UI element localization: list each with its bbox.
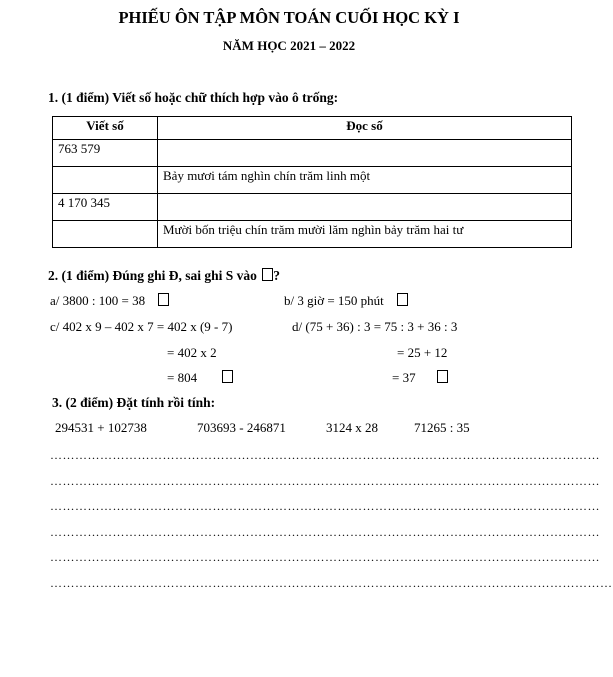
number-cell [53,167,158,194]
number-cell: 4 170 345 [53,194,158,221]
statement-b-text: b/ 3 giờ = 150 phút [284,293,384,308]
number-cell: 763 579 [53,140,158,167]
column-header-read: Đọc số [158,117,572,140]
question-1-heading: 1. (1 điểm) Viết số hoặc chữ thích hợp vào ô trống: [48,90,339,105]
problem-2: 703693 - 246871 [197,420,286,435]
table-row [53,194,572,221]
column-header-write: Viết số [53,117,158,140]
statement-d-line-1: d/ (75 + 36) : 3 = 75 : 3 + 36 : 3 [292,319,458,334]
answer-line[interactable]: ……………………………………………………………………………………………………………………… [50,576,613,590]
statement-a-text: a/ 3800 : 100 = 38 [50,293,146,308]
statement-d-line-3 [392,370,448,386]
question-2-heading-text: 2. (1 điểm) Đúng ghi Đ, sai ghi S vào [48,268,257,283]
words-cell [158,194,572,221]
number-table [52,116,572,248]
answer-line[interactable]: …………………………………………………………………………………………………………………… [50,448,600,462]
statement-c-line-3 [167,370,233,386]
question-2-heading [48,268,280,284]
number-cell [53,221,158,248]
statement-d-line-2: = 25 + 12 [397,345,448,360]
question-3-heading: 3. (2 điểm) Đặt tính rồi tính: [52,395,216,410]
page-subtitle: NĂM HỌC 2021 – 2022 [222,38,356,53]
answer-box-c[interactable] [222,370,233,383]
statement-c-line-2: = 402 x 2 [167,345,217,360]
page-title: PHIẾU ÔN TẬP MÔN TOÁN CUỐI HỌC KỲ I [118,8,460,27]
table-header-row [53,117,572,140]
answer-line[interactable]: …………………………………………………………………………………………………………………… [50,550,600,564]
problem-1: 294531 + 102738 [55,420,147,435]
words-cell: Mười bốn triệu chín trăm mười lăm nghìn bảy trăm hai tư [158,221,572,248]
answer-box-a[interactable] [158,293,169,306]
answer-box-icon [262,268,273,281]
words-cell [158,140,572,167]
question-2-heading-end: ? [273,268,281,283]
problem-4: 71265 : 35 [414,420,470,435]
statement-a [50,293,169,309]
table-row [53,167,572,194]
problem-3: 3124 x 28 [326,420,378,435]
answer-box-b[interactable] [397,293,408,306]
answer-line[interactable]: …………………………………………………………………………………………………………………… [50,525,600,539]
words-cell: Bảy mươi tám nghìn chín trăm linh một [158,167,572,194]
statement-c-line-1: c/ 402 x 9 – 402 x 7 = 402 x (9 - 7) [50,319,233,334]
answer-line[interactable]: …………………………………………………………………………………………………………………… [50,474,600,488]
statement-d-result: = 37 [392,370,416,385]
table-row [53,221,572,248]
statement-b [284,293,408,309]
answer-line[interactable]: …………………………………………………………………………………………………………………… [50,499,600,513]
statement-c-result: = 804 [167,370,198,385]
table-row [53,140,572,167]
answer-box-d[interactable] [437,370,448,383]
